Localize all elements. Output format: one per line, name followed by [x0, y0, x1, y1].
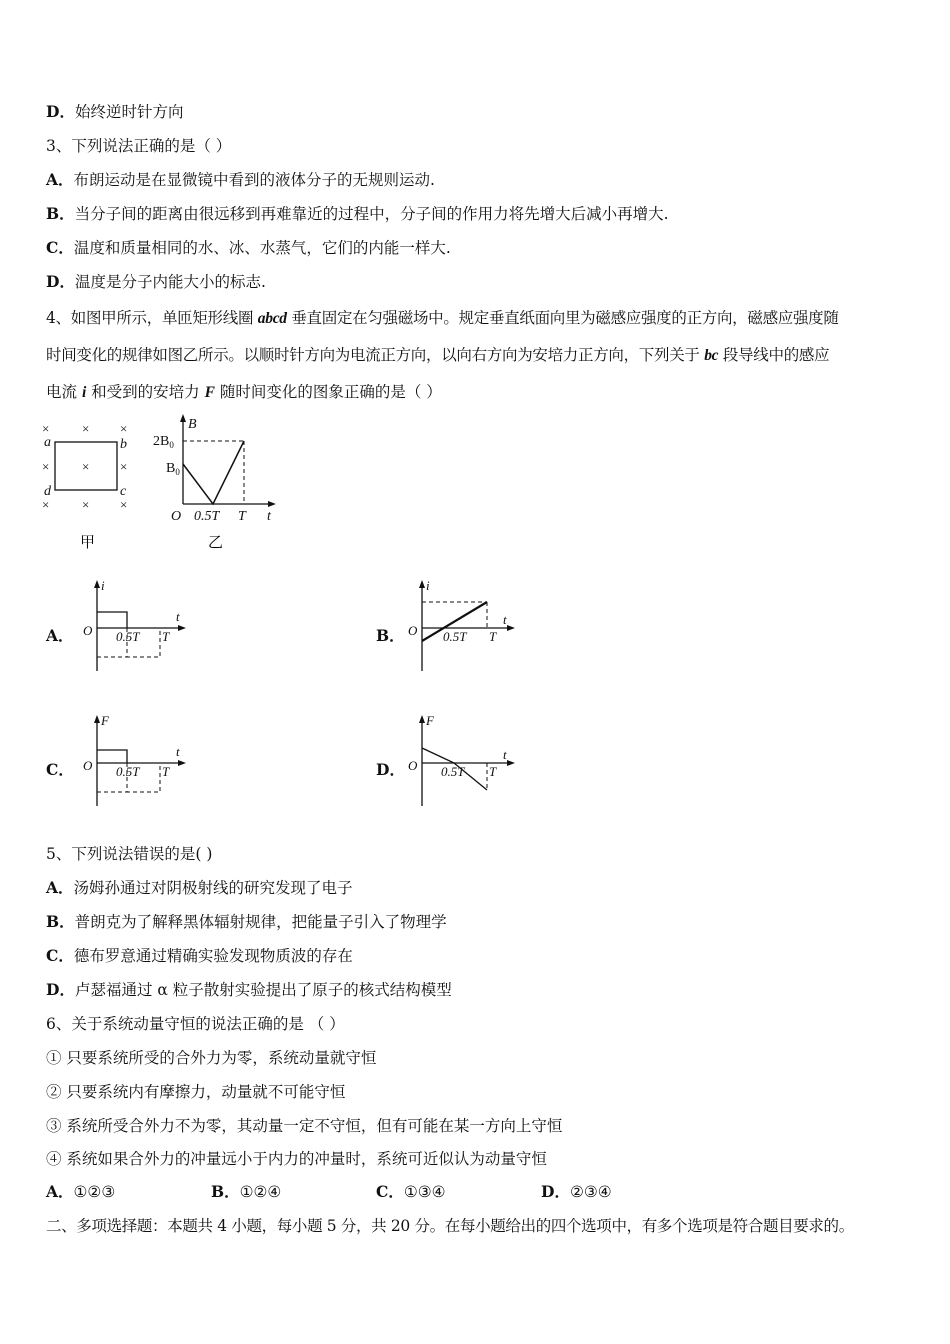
- q6-stem: 6、关于系统动量守恒的说法正确的是 （ ）: [46, 1015, 345, 1033]
- graph-option-b: [405, 575, 525, 675]
- q3-option-d: D．温度是分子内能大小的标志.: [46, 272, 266, 291]
- cross: ×: [82, 421, 90, 436]
- svg-text:t: t: [176, 744, 180, 759]
- label-c: c: [120, 484, 127, 499]
- svg-text:T: T: [162, 764, 170, 779]
- section-2-heading: 二、多项选择题：本题共 4 小题，每小题 5 分，共 20 分。在每小题给出的四个选项中，有多个选项是符合题目要求的。: [46, 1217, 854, 1235]
- q4-stem-line3: 电流 i 和受到的安培力 F 随时间变化的图象正确的是（ ）: [46, 383, 442, 401]
- q4-stem-line2: 时间变化的规律如图乙所示。以顺时针方向为电流正方向，以向右方向为安培力正方向，下列关于 bc 段导线中的感应: [46, 346, 830, 364]
- svg-text:i: i: [101, 578, 105, 593]
- q5-option-c: C．德布罗意通过精确实验发现物质波的存在: [46, 946, 353, 965]
- label-d: d: [44, 484, 51, 499]
- q6-statement-2: ② 只要系统内有摩擦力，动量就不可能守恒: [46, 1083, 346, 1101]
- cross: ×: [120, 497, 128, 512]
- graph-option-d: [405, 710, 525, 810]
- cross: ×: [42, 497, 50, 512]
- q5-option-b: B．普朗克为了解释黑体辐射规律，把能量子引入了物理学: [46, 912, 447, 931]
- q6-option-a[interactable]: A．①②③: [46, 1182, 116, 1201]
- svg-text:0.5T: 0.5T: [116, 629, 140, 644]
- cross: ×: [120, 459, 128, 474]
- cross: ×: [82, 459, 90, 474]
- q3-option-a: A．布朗运动是在显微镜中看到的液体分子的无规则运动.: [46, 170, 435, 189]
- q5-option-d: D．卢瑟福通过 α 粒子散射实验提出了原子的核式结构模型: [46, 980, 452, 999]
- svg-text:t: t: [267, 509, 271, 524]
- svg-text:T: T: [162, 629, 170, 644]
- svg-text:B0: $B_0$: [166, 461, 180, 477]
- graph-option-a: [80, 575, 200, 675]
- svg-text:F: F: [426, 713, 434, 728]
- q3-option-c: C．温度和质量相同的水、冰、水蒸气，它们的内能一样大.: [46, 238, 451, 257]
- svg-text:2B0: $2B_0$: [153, 434, 174, 450]
- svg-text:F: F: [101, 713, 109, 728]
- graph-option-c: [80, 710, 200, 810]
- label-a: a: [44, 435, 51, 450]
- caption-yi: 乙: [208, 535, 224, 551]
- q5-option-a: A．汤姆孙通过对阴极射线的研究发现了电子: [46, 878, 353, 897]
- cross: ×: [42, 421, 50, 436]
- caption-jia: 甲: [80, 535, 96, 551]
- figure-jia: [38, 415, 148, 555]
- svg-text:0.5T: 0.5T: [116, 764, 140, 779]
- q3-stem: 3、下列说法正确的是（ ）: [46, 137, 232, 155]
- q4-stem-line1: 4、如图甲所示，单匝矩形线圈 abcd 垂直固定在匀强磁场中。规定垂直纸面向里为磁感应强度的正方向，磁感应强度随: [46, 309, 839, 327]
- svg-text:t: t: [503, 612, 507, 627]
- svg-text:0.5T: 0.5T: [443, 629, 467, 644]
- q6-statement-1: ① 只要系统所受的合外力为零，系统动量就守恒: [46, 1049, 377, 1067]
- svg-text:T: T: [489, 764, 497, 779]
- svg-text:i: i: [426, 578, 430, 593]
- svg-text:B: B: [188, 417, 197, 432]
- svg-text:0.5T: 0.5T: [194, 509, 220, 524]
- q4-option-b[interactable]: B．: [376, 626, 405, 645]
- svg-text:t: t: [503, 747, 507, 762]
- cross: ×: [42, 459, 50, 474]
- q2-option-d: D．始终逆时针方向: [46, 102, 184, 121]
- b-graph-line: [183, 441, 244, 504]
- q3-option-b: B．当分子间的距离由很远移到再难靠近的过程中，分子间的作用力将先增大后减小再增大.: [46, 204, 669, 223]
- svg-text:0.5T: 0.5T: [441, 764, 465, 779]
- cross: ×: [82, 497, 90, 512]
- svg-text:O: O: [171, 509, 182, 524]
- svg-text:O: O: [83, 623, 93, 638]
- svg-text:t: t: [176, 609, 180, 624]
- svg-text:O: O: [408, 758, 418, 773]
- label-b: b: [120, 437, 127, 452]
- q4-option-c[interactable]: C．: [46, 760, 74, 779]
- q6-option-b[interactable]: B．①②④: [211, 1182, 282, 1201]
- q4-option-d[interactable]: D．: [376, 760, 405, 779]
- q6-statement-3: ③ 系统所受合外力不为零，其动量一定不守恒，但有可能在某一方向上守恒: [46, 1117, 563, 1135]
- force-line-1: [422, 748, 454, 763]
- q6-option-d[interactable]: D．②③④: [541, 1182, 612, 1201]
- figure-yi: [150, 410, 285, 555]
- q4-option-a[interactable]: A．: [46, 626, 74, 645]
- q6-statement-4: ④ 系统如果合外力的冲量远小于内力的冲量时，系统可近似认为动量守恒: [46, 1150, 547, 1168]
- svg-text:O: O: [408, 623, 418, 638]
- svg-text:T: T: [489, 629, 497, 644]
- q6-option-c[interactable]: C．①③④: [376, 1182, 446, 1201]
- svg-text:O: O: [83, 758, 93, 773]
- q5-stem: 5、下列说法错误的是( ): [46, 845, 213, 863]
- cross: ×: [120, 421, 128, 436]
- svg-text:T: T: [238, 509, 246, 524]
